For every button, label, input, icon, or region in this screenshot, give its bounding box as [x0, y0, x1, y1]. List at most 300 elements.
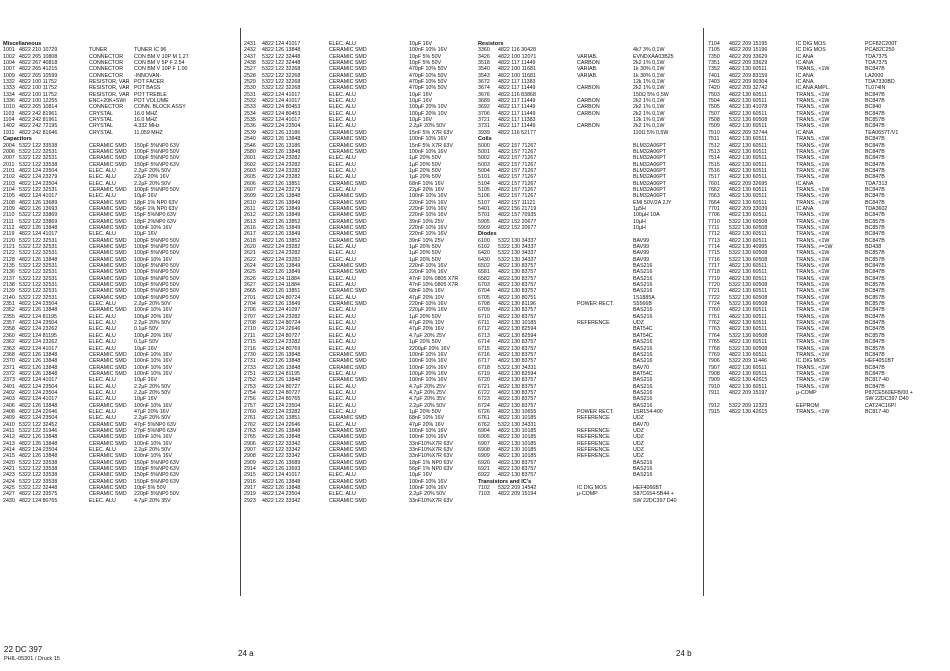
- part-code: 4822 126 13848: [19, 434, 58, 441]
- part-value: BLM32A06PT: [633, 186, 666, 193]
- part-position: 2420: [3, 459, 15, 466]
- part-type: CERAMIC SMD: [89, 427, 127, 434]
- part-type: CERAMIC SMD: [89, 294, 127, 301]
- part-code: 5322 130 60508: [729, 250, 768, 257]
- part-value: 2.2µF 20% 50V: [134, 167, 171, 174]
- part-code: 4822 130 41078: [729, 104, 768, 111]
- part-code: 4822 242 81961: [19, 117, 58, 124]
- part-position: 7711: [708, 224, 720, 231]
- part-value: 2.2µF 20% 50V: [134, 320, 171, 327]
- part-value: 100nF 10% 16V: [409, 148, 447, 155]
- part-position: 7763: [708, 326, 720, 333]
- part-value: 1µF 20% 50V: [409, 161, 442, 168]
- part-value: 22µF 20% 16V: [134, 174, 170, 181]
- part-value: BC847B: [865, 193, 885, 200]
- part-value: BC857B: [865, 301, 885, 308]
- part-code: 4822 100 11752: [19, 79, 57, 86]
- part-type: CERAMIC SMD: [89, 155, 127, 162]
- part-position: 7352: [708, 66, 720, 73]
- part-code: 4822 157 70935: [498, 212, 537, 219]
- part-type: TUNER: [89, 47, 108, 54]
- part-type: CERAMIC SMD: [329, 53, 367, 60]
- part-type: CERAMIC SMD: [89, 282, 127, 289]
- part-value: 47nF 10% 0805 X7R: [409, 282, 459, 289]
- part-code: 4822 130 10185: [498, 440, 537, 447]
- part-value: 220nF 10% 16V: [409, 205, 447, 212]
- part-code: 4822 130 81196: [498, 301, 536, 308]
- part-type: CERAMIC SMD: [89, 472, 127, 479]
- part-code: 5322 130 34337: [498, 250, 537, 257]
- part-code: 5322 122 31946: [19, 427, 58, 434]
- part-code: 4822 124 80727: [262, 383, 301, 390]
- part-value: EVNDXAA03B25: [633, 53, 674, 60]
- part-code: 4822 124 41017: [19, 193, 58, 200]
- part-code: 4822 126 13848: [19, 402, 58, 409]
- part-value: 47pF 5%NP0 63V: [134, 421, 177, 428]
- part-row: [708, 409, 948, 415]
- part-code: 4822 130 60511: [729, 186, 767, 193]
- part-code: 4822 124 23282: [262, 408, 301, 415]
- part-position: 1334: [3, 91, 15, 98]
- part-code: 4822 124 81195: [19, 332, 57, 339]
- part-position: 2906: [244, 440, 256, 447]
- part-type: TRANS., <1W: [796, 370, 830, 377]
- part-value: BC847B: [865, 320, 885, 327]
- part-value: 150pF 5%NP0 63V: [134, 161, 180, 168]
- part-value: BC840: [865, 104, 882, 111]
- part-code: 4822 130 83757: [498, 275, 537, 282]
- part-type: CRYSTAL: [89, 117, 113, 124]
- part-value: UDZ: [633, 453, 644, 460]
- part-type: TRANS., <1W: [796, 104, 830, 111]
- part-value: BAS216: [633, 339, 653, 346]
- part-code: 4822 130 10185: [498, 427, 537, 434]
- part-position: 2917: [244, 485, 256, 492]
- part-position: 2706: [244, 307, 256, 314]
- part-type: TRANS., <1W: [796, 212, 830, 219]
- part-code: 4822 157 71267: [498, 186, 537, 193]
- part-position: 2412: [3, 434, 15, 441]
- part-position: 6100: [478, 237, 490, 244]
- part-type: TRANS., <1W: [796, 224, 830, 231]
- part-position: 2528: [244, 72, 256, 79]
- part-value: 33nF10%X7R 63V: [409, 497, 453, 504]
- part-position: 7722: [708, 294, 720, 301]
- part-code: 4822 126 13848: [262, 427, 301, 434]
- part-value: 100nF 10% 16V: [409, 193, 447, 200]
- part-position: 2761: [244, 415, 256, 422]
- part-position: 2360: [3, 332, 15, 339]
- part-value: 100nF 10% 16V: [409, 485, 447, 492]
- part-position: 7510: [708, 129, 720, 136]
- part-type: CERAMIC SMD: [329, 351, 367, 358]
- part-code: 4822 130 60511: [729, 142, 767, 149]
- part-type: TRANS., <1W: [796, 326, 830, 333]
- part-type: CERAMIC SMD: [89, 256, 127, 263]
- part-type: TRANS., <1W: [796, 275, 830, 282]
- part-code: 4822 209 90304: [729, 79, 768, 86]
- part-position: 3540: [478, 66, 490, 73]
- part-position: 7662: [708, 186, 720, 193]
- part-value: BC847B: [865, 91, 885, 98]
- part-position: 2109: [3, 205, 15, 212]
- part-code: 4822 117 11449: [498, 110, 536, 117]
- part-position: 6726: [478, 408, 490, 415]
- part-value: BC847B: [865, 269, 885, 276]
- part-type: CERAMIC SMD: [329, 415, 367, 422]
- part-position: 2368: [3, 351, 15, 358]
- part-position: 1009: [3, 72, 15, 79]
- part-type: CERAMIC SMD: [89, 269, 127, 276]
- part-type: IC ANA: [796, 72, 814, 79]
- part-type: CERAMIC SMD: [329, 358, 367, 365]
- part-value: BC857B: [865, 117, 885, 124]
- part-code: 4822 124 23504: [262, 491, 301, 498]
- part-code: 4822 130 10185: [498, 434, 537, 441]
- part-code: 4822 130 60511: [729, 212, 767, 219]
- part-code: 4822 130 60511: [729, 383, 767, 390]
- part-position: 2105: [3, 193, 15, 200]
- part-type: ELEC. ALU: [329, 275, 356, 282]
- part-position: 5000: [478, 142, 490, 149]
- part-code: 4822 124 41017: [262, 41, 301, 47]
- part-value: 47µF 20% 16V: [409, 326, 445, 333]
- part-code: 4822 124 80453: [262, 110, 301, 117]
- part-type: ELEC. ALU: [89, 389, 116, 396]
- part-value: 47µF 20% 10V: [409, 320, 445, 327]
- part-code: 4822 130 83757: [498, 472, 537, 479]
- part-position: 5001: [478, 148, 490, 155]
- part-value: 68nF 10% 16V: [409, 288, 445, 295]
- part-value: BC847B: [865, 263, 885, 270]
- part-value: BAS216: [633, 358, 653, 365]
- part-code: 4822 117 11449: [498, 85, 536, 92]
- part-type: CERAMIC SMD: [89, 218, 127, 225]
- part-position: 1007: [3, 66, 15, 73]
- part-type: CERAMIC SMD: [329, 129, 367, 136]
- part-type: TRANS., <1W: [796, 263, 830, 270]
- part-type: ELEC. ALU: [329, 326, 356, 333]
- part-type: CERAMIC SMD: [89, 485, 127, 492]
- part-value: 220nF 10% 16V: [409, 263, 447, 270]
- part-code: 5322 122 32531: [19, 148, 58, 155]
- part-code: 4822 124 23504: [19, 320, 58, 327]
- part-value: BC847B: [865, 155, 885, 162]
- part-type: ELEC. ALU: [329, 389, 356, 396]
- part-type: ELEC. ALU: [329, 491, 356, 498]
- part-position: 2536: [244, 123, 256, 130]
- part-code: 5322 130 60508: [729, 345, 768, 352]
- part-row: [478, 498, 696, 504]
- section-heading: Diodes: [478, 231, 497, 238]
- part-position: 7507: [708, 110, 720, 117]
- parts-column-4: [708, 41, 948, 415]
- part-position: 2602: [244, 161, 256, 168]
- part-code: 4822 126 13849: [262, 263, 301, 270]
- part-position: 6709: [478, 307, 490, 314]
- part-position: 2621: [244, 250, 256, 257]
- part-code: 4822 124 23504: [19, 389, 58, 396]
- part-type: CERAMIC SMD: [89, 263, 127, 270]
- part-value: 1µF 20% 50V: [409, 250, 442, 257]
- part-value: 100nF 10% 16V: [409, 478, 447, 485]
- part-type: CERAMIC SMD: [329, 478, 367, 485]
- part-value: 4k7 3% 0,1W: [633, 47, 665, 54]
- part-value: 12k 1% 0,1W: [633, 79, 665, 86]
- part-value: CONN. BLOCK ASSY: [134, 104, 186, 111]
- part-type: TRANS., <1W: [796, 339, 830, 346]
- section-heading: Capacitors: [3, 136, 32, 143]
- part-code: 5322 122 32531: [19, 294, 58, 301]
- part-value: BAV70: [633, 421, 650, 428]
- part-type: CERAMIC SMD: [89, 244, 127, 250]
- part-code: 4822 124 23504: [19, 167, 58, 174]
- part-code: 4822 126 13848: [262, 434, 301, 441]
- part-value: BC847B: [865, 136, 885, 143]
- part-value: 12k 1% 0,1W: [633, 117, 665, 124]
- part-value: 18pF 1% NP0 63V: [134, 199, 178, 206]
- part-value: 100nF 10% 16V: [134, 370, 172, 377]
- part-code: 5322 122 33538: [19, 466, 58, 473]
- part-code: 4822 124 23282: [262, 244, 301, 250]
- part-value: BLM32A06PT: [633, 148, 666, 155]
- part-code: 4822 130 60511: [729, 275, 767, 282]
- part-value: BC847B: [865, 326, 885, 333]
- part-value: SW 22DC397 D40: [633, 497, 677, 504]
- part-code: 4822 130 83757: [498, 402, 537, 409]
- part-type: ELEC. ALU: [89, 345, 116, 352]
- part-value: CON BM V 5P F 2.54: [134, 60, 185, 67]
- part-position: 7103: [478, 491, 490, 498]
- part-type: CERAMIC SMD: [89, 199, 127, 206]
- part-code: 5322 130 60508: [729, 332, 768, 339]
- part-code: 4822 209 32695: [729, 180, 768, 187]
- part-value: 100nF 10% 16V: [409, 434, 447, 441]
- part-value: 10µF 16V: [409, 472, 433, 479]
- part-type: TRANS., <1W: [796, 294, 830, 301]
- part-code: 4822 124 81195: [19, 313, 57, 320]
- part-code: 5322 130 60508: [729, 117, 768, 124]
- part-value: BC847B: [865, 174, 885, 181]
- part-type: ELEC. ALU: [329, 402, 356, 409]
- part-position: 2140: [3, 294, 15, 301]
- part-type: TRANS., <1W: [796, 91, 830, 98]
- part-code: 4822 124 23504: [19, 447, 58, 453]
- part-value: BAS216: [633, 313, 653, 320]
- part-position: 7716: [708, 256, 720, 263]
- part-position: 7663: [708, 193, 720, 200]
- part-type: TRANS., <1W: [796, 142, 830, 149]
- part-value: BAS216: [633, 282, 653, 289]
- part-position: 5002: [478, 155, 490, 162]
- part-code: 4822 126 13848: [262, 377, 301, 384]
- part-value: 56pF 1% NP0 63V: [409, 466, 453, 473]
- part-position: 2011: [3, 161, 15, 168]
- part-code: 5322 130 34331: [498, 364, 537, 371]
- part-value: 220nF 10% 16V: [409, 269, 447, 276]
- part-position: 2612: [244, 212, 256, 219]
- part-code: 4822 126 13689: [262, 459, 301, 466]
- parts-column-2: [244, 41, 474, 504]
- part-code: 4822 122 33342: [262, 440, 301, 447]
- part-value: BAS216: [633, 269, 653, 276]
- part-type: TRANS., <1W: [796, 250, 830, 257]
- part-code: 4822 209 33629: [729, 53, 768, 60]
- part-position: 2540: [244, 136, 256, 143]
- part-position: 5003: [478, 161, 490, 168]
- part-position: 2716: [244, 345, 256, 352]
- part-code: 4822 116 30428: [498, 47, 536, 54]
- part-value: 1S1885A: [633, 294, 655, 301]
- part-code: 4822 124 11884: [262, 275, 300, 282]
- part-position: 2665: [244, 288, 256, 295]
- part-code: 5322 130 34337: [498, 256, 537, 263]
- part-position: 7701: [708, 205, 720, 212]
- part-position: 2622: [244, 256, 256, 263]
- part-position: 3706: [478, 110, 490, 117]
- part-position: 5401: [478, 205, 490, 212]
- part-value: BC857B: [865, 332, 885, 339]
- part-value: 10µF 16V: [409, 41, 433, 47]
- part-position: 7513: [708, 148, 720, 155]
- part-type: CERAMIC SMD: [89, 358, 127, 365]
- part-code: 4822 126 13851: [262, 288, 301, 295]
- part-code: 4822 130 60511: [729, 288, 767, 295]
- part-type: CERAMIC SMD: [89, 459, 127, 466]
- part-position: 2409: [3, 415, 15, 422]
- part-value: 100pF 5%NP0 50V: [134, 263, 180, 270]
- part-code: 4822 130 42615: [729, 408, 768, 415]
- part-value: 10pF 5% 50V: [409, 60, 442, 67]
- part-type: TRANS., <1W: [796, 148, 830, 155]
- part-code: 5322 122 32531: [19, 250, 58, 257]
- part-value: BAS216: [633, 466, 653, 473]
- part-value: 100nF 10% 16V: [409, 351, 447, 358]
- part-code: 5322 130 34337: [498, 244, 537, 250]
- part-value: POT TREBLE: [134, 91, 167, 98]
- part-type: ELEC. ALU: [329, 408, 356, 415]
- part-code: 5322 209 11446: [729, 358, 767, 365]
- part-code: 5322 122 32531: [19, 186, 58, 193]
- part-position: 7706: [708, 212, 720, 219]
- part-code: 5322 130 60508: [729, 218, 768, 225]
- part-position: 2914: [244, 466, 256, 473]
- part-value: BAS216: [633, 288, 653, 295]
- part-value: BC847B: [865, 123, 885, 130]
- part-position: 7909: [708, 377, 720, 384]
- part-type: CERAMIC SMD: [329, 212, 367, 219]
- part-value: 150pF 5%NP0 63V: [134, 142, 180, 149]
- part-value: 100pF 5%NP0 50V: [134, 148, 180, 155]
- part-type: CERAMIC SMD: [89, 161, 127, 168]
- part-position: 6710: [478, 313, 490, 320]
- part-value: 1µ5H: [633, 205, 646, 212]
- part-code: 4822 130 60511: [729, 326, 767, 333]
- part-position: 5106: [478, 193, 490, 200]
- part-value: 68nF 10% 16V: [409, 415, 445, 422]
- part-value: P87CE560EFB/00 +: [865, 389, 913, 396]
- part-value: 15nF 5% X7R 63V: [409, 129, 453, 136]
- part-type: ELEC. ALU: [329, 320, 356, 327]
- part-position: 2103: [3, 180, 15, 187]
- part-code: 4822 117 11449: [498, 60, 536, 67]
- part-position: 2531: [244, 91, 256, 98]
- part-type: µ-COMP: [577, 491, 598, 498]
- part-code: 4822 130 60511: [729, 110, 767, 117]
- part-position: 2431: [244, 41, 256, 47]
- part-value: 4.7µF 20% 35V: [409, 396, 446, 403]
- part-value: BC857B: [865, 224, 885, 231]
- part-value: PCF82C200T: [865, 41, 898, 47]
- part-position: 5107: [478, 199, 490, 206]
- part-type: CERAMIC SMD: [329, 263, 367, 270]
- part-type: REFERENCE: [577, 320, 610, 327]
- part-position: 3731: [478, 123, 490, 130]
- part-value: 10µH: [633, 224, 646, 231]
- part-type: ELEC. ALU: [89, 396, 116, 403]
- part-code: 5322 122 33538: [19, 142, 58, 149]
- part-code: 4822 130 83757: [498, 307, 537, 314]
- part-value: 1µF 20% 50V: [409, 408, 442, 415]
- part-value: S87C654-5B44 +: [633, 491, 674, 498]
- part-code: 4822 126 13186: [262, 129, 301, 136]
- part-code: 4822 100 11681: [498, 66, 536, 73]
- part-value: 100µF 20% 16V: [134, 313, 173, 320]
- part-value: 10µF 16V: [134, 193, 158, 200]
- part-type: ELEC. ALU: [89, 377, 116, 384]
- section-heading: Transistors and IC's: [478, 478, 532, 485]
- part-code: 4822 130 60511: [729, 339, 767, 346]
- part-position: 7401: [708, 72, 720, 79]
- part-code: 5322 122 33538: [19, 161, 58, 168]
- part-code: 4822 117 11449: [498, 98, 536, 105]
- part-code: 5322 122 32268: [262, 66, 301, 73]
- part-position: 6907: [478, 440, 490, 447]
- part-code: 4822 124 23282: [262, 256, 301, 263]
- part-value: 15pF 5%NP0 63V: [134, 212, 177, 219]
- part-position: 2424: [3, 478, 15, 485]
- part-code: 4822 126 13848: [19, 307, 58, 314]
- part-value: 100pF 5%NP0 50V: [134, 275, 180, 282]
- part-code: 4822 124 41017: [19, 345, 58, 352]
- part-position: 2532: [244, 98, 256, 105]
- part-value: 470pF 10% 50V: [409, 66, 447, 73]
- part-value: 2k2 1% 0,1W: [633, 98, 665, 105]
- part-value: 10µF 16V: [134, 396, 158, 403]
- part-value: BC847B: [865, 307, 885, 314]
- part-position: 2627: [244, 282, 256, 289]
- part-code: 4822 130 10185: [498, 447, 537, 453]
- part-type: TRANS., <1W: [796, 117, 830, 124]
- part-value: -INNOVAN-: [134, 72, 162, 79]
- part-code: 4822 124 23504: [262, 123, 301, 130]
- part-position: 3672: [478, 79, 490, 86]
- part-position: 6905: [478, 434, 490, 441]
- part-code: 4822 130 60511: [729, 351, 767, 358]
- part-value: BAV99: [633, 256, 650, 263]
- part-value: BLM32A06PT: [633, 167, 666, 174]
- part-value: BAS216: [633, 383, 653, 390]
- part-type: ELEC. ALU: [329, 332, 356, 339]
- part-position: 7712: [708, 231, 720, 238]
- part-position: 1333: [3, 85, 15, 92]
- part-type: ELEC. ALU: [89, 415, 116, 422]
- part-code: 5322 122 33869: [19, 218, 58, 225]
- part-position: 2438: [244, 60, 256, 67]
- part-position: 2762: [244, 421, 256, 428]
- part-type: CERAMIC SMD: [329, 497, 367, 504]
- part-position: 2006: [3, 148, 15, 155]
